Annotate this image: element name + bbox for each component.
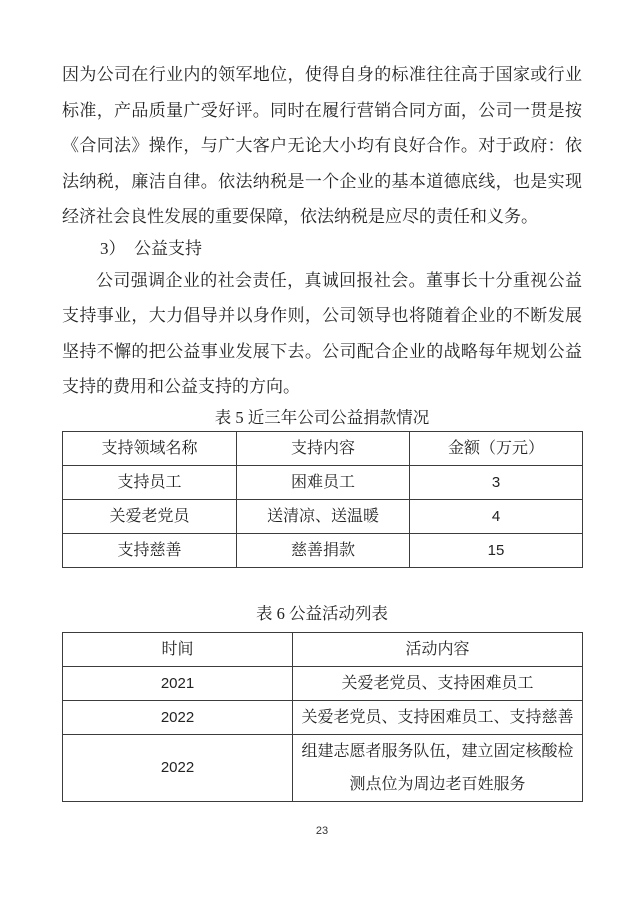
text-line: 《合同法》操作，与广大客户无论大小均有良好合作。对于政府：依 xyxy=(62,136,582,155)
donation-table xyxy=(62,431,583,568)
text-line: 支持的费用和公益支持的方向。 xyxy=(62,377,300,396)
table-cell: 关爱老党员、支持困难员工、支持慈善 xyxy=(293,700,583,734)
table-header-cell: 金额（万元） xyxy=(410,431,583,465)
text-line: 坚持不懈的把公益事业发展下去。公司配合企业的战略每年规划公益 xyxy=(62,341,582,361)
table5-caption: 表 5 近三年公司公益捐款情况 xyxy=(214,407,430,427)
text-line: 法纳税，廉洁自律。依法纳税是一个企业的基本道德底线，也是实现 xyxy=(62,171,582,191)
activities-table xyxy=(62,632,583,802)
page-number: 23 xyxy=(315,824,329,837)
table-cell: 4 xyxy=(410,499,583,533)
text-line: 标准，产品质量广受好评。同时在履行营销合同方面，公司一贯是按 xyxy=(62,100,582,120)
table-cell: 2021 xyxy=(63,666,293,700)
table-cell: 关爱老党员、支持困难员工 xyxy=(293,666,583,700)
table-cell: 2022 xyxy=(63,734,293,801)
table-row xyxy=(63,499,583,533)
paragraph-1 xyxy=(62,57,582,235)
table-header-row xyxy=(63,632,583,666)
text-line: 因为公司在行业内的领军地位，使得自身的标准往往高于国家或行业 xyxy=(62,65,582,84)
table6-caption: 表 6 公益活动列表 xyxy=(256,603,388,623)
table-row xyxy=(63,666,583,700)
table-header-cell: 时间 xyxy=(63,632,293,666)
table-row xyxy=(63,700,583,734)
table-cell: 组建志愿者服务队伍，建立固定核酸检测点位为周边老百姓服务 xyxy=(293,734,583,801)
table-row xyxy=(63,734,583,801)
table-cell: 送清凉、送温暖 xyxy=(237,499,410,533)
table-cell: 支持慈善 xyxy=(63,533,237,567)
page-content xyxy=(62,0,582,838)
text-line: 公司强调企业的社会责任，真诚回报社会。董事长十分重视公益 xyxy=(96,270,582,290)
table-cell: 2022 xyxy=(63,700,293,734)
table-row xyxy=(63,533,583,567)
table-cell: 支持员工 xyxy=(63,465,237,499)
table-header-cell: 支持领域名称 xyxy=(63,431,237,465)
section-heading: 3） 公益支持 xyxy=(100,238,202,258)
table-header-cell: 支持内容 xyxy=(237,431,410,465)
paragraph-2 xyxy=(62,263,582,405)
table-row xyxy=(63,465,583,499)
table-cell: 关爱老党员 xyxy=(63,499,237,533)
text-line: 经济社会良性发展的重要保障，依法纳税是应尽的责任和义务。 xyxy=(62,207,538,226)
table-cell: 困难员工 xyxy=(237,465,410,499)
table-header-row xyxy=(63,431,583,465)
text-line: 支持事业，大力倡导并以身作则，公司领导也将随着企业的不断发展 xyxy=(62,306,582,325)
table-cell: 15 xyxy=(410,533,583,567)
table-header-cell: 活动内容 xyxy=(293,632,583,666)
table-cell: 3 xyxy=(410,465,583,499)
table-cell: 慈善捐款 xyxy=(237,533,410,567)
